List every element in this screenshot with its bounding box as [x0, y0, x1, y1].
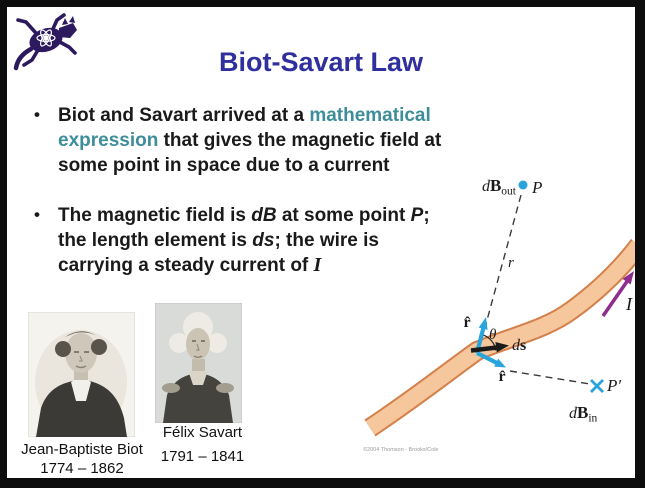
r-distance-label: r	[508, 255, 514, 271]
biot-caption	[7, 440, 157, 478]
text-segment: some point in space due to a current	[58, 155, 390, 176]
wire-band	[370, 245, 635, 428]
dashed-line-to-P-prime	[510, 371, 590, 384]
slide	[7, 7, 635, 478]
current-I-label: I	[626, 294, 632, 314]
text-segment: at some point	[276, 205, 411, 226]
biot-savart-diagram	[340, 150, 635, 472]
text-segment: expression	[58, 130, 159, 151]
text-segment: ; the wire is	[274, 230, 379, 251]
text-segment: ;	[423, 205, 430, 226]
r-hat-bottom-label: r̂	[498, 368, 506, 385]
theta-label: θ	[489, 327, 497, 343]
text-segment: carrying a steady current of	[58, 255, 314, 276]
page-title: Biot-Savart Law	[218, 47, 424, 77]
dB-out-label: $dB_{out}$	[481, 176, 516, 198]
biot-years: 1774 – 1862	[40, 460, 124, 477]
text-segment: dB	[251, 205, 277, 226]
point-P-dot	[519, 181, 528, 190]
bullet-glyph: •	[34, 105, 40, 124]
text-segment: I	[313, 254, 322, 276]
savart-name: Félix Savart	[162, 424, 243, 441]
P-prime-label: P′	[607, 376, 622, 395]
r-hat-top-label: r̂	[463, 314, 471, 331]
ds-label: ds	[512, 337, 527, 354]
savart-caption	[140, 423, 265, 466]
copyright-text: ©2004 Thomson - Brooks/Cole	[363, 447, 439, 453]
savart-portrait-image	[155, 303, 242, 423]
point-P-prime-cross	[591, 380, 603, 392]
text-segment: P	[410, 205, 424, 226]
P-label: P	[532, 178, 543, 197]
dB-in-label: $dB_{in}$	[569, 403, 598, 425]
text-segment: that gives the magnetic field at	[158, 130, 442, 151]
text-segment: Biot and Savart arrived at a	[58, 105, 310, 126]
text-segment: the length element is	[58, 230, 253, 251]
text-segment: ds	[252, 230, 275, 251]
savart-years: 1791 – 1841	[160, 448, 245, 465]
biot-portrait-image	[28, 312, 135, 437]
text-segment: mathematical	[309, 105, 431, 126]
text-segment: The magnetic field is	[58, 205, 252, 226]
biot-name: Jean-Baptiste Biot	[21, 441, 143, 458]
bullet-glyph: •	[34, 205, 40, 224]
